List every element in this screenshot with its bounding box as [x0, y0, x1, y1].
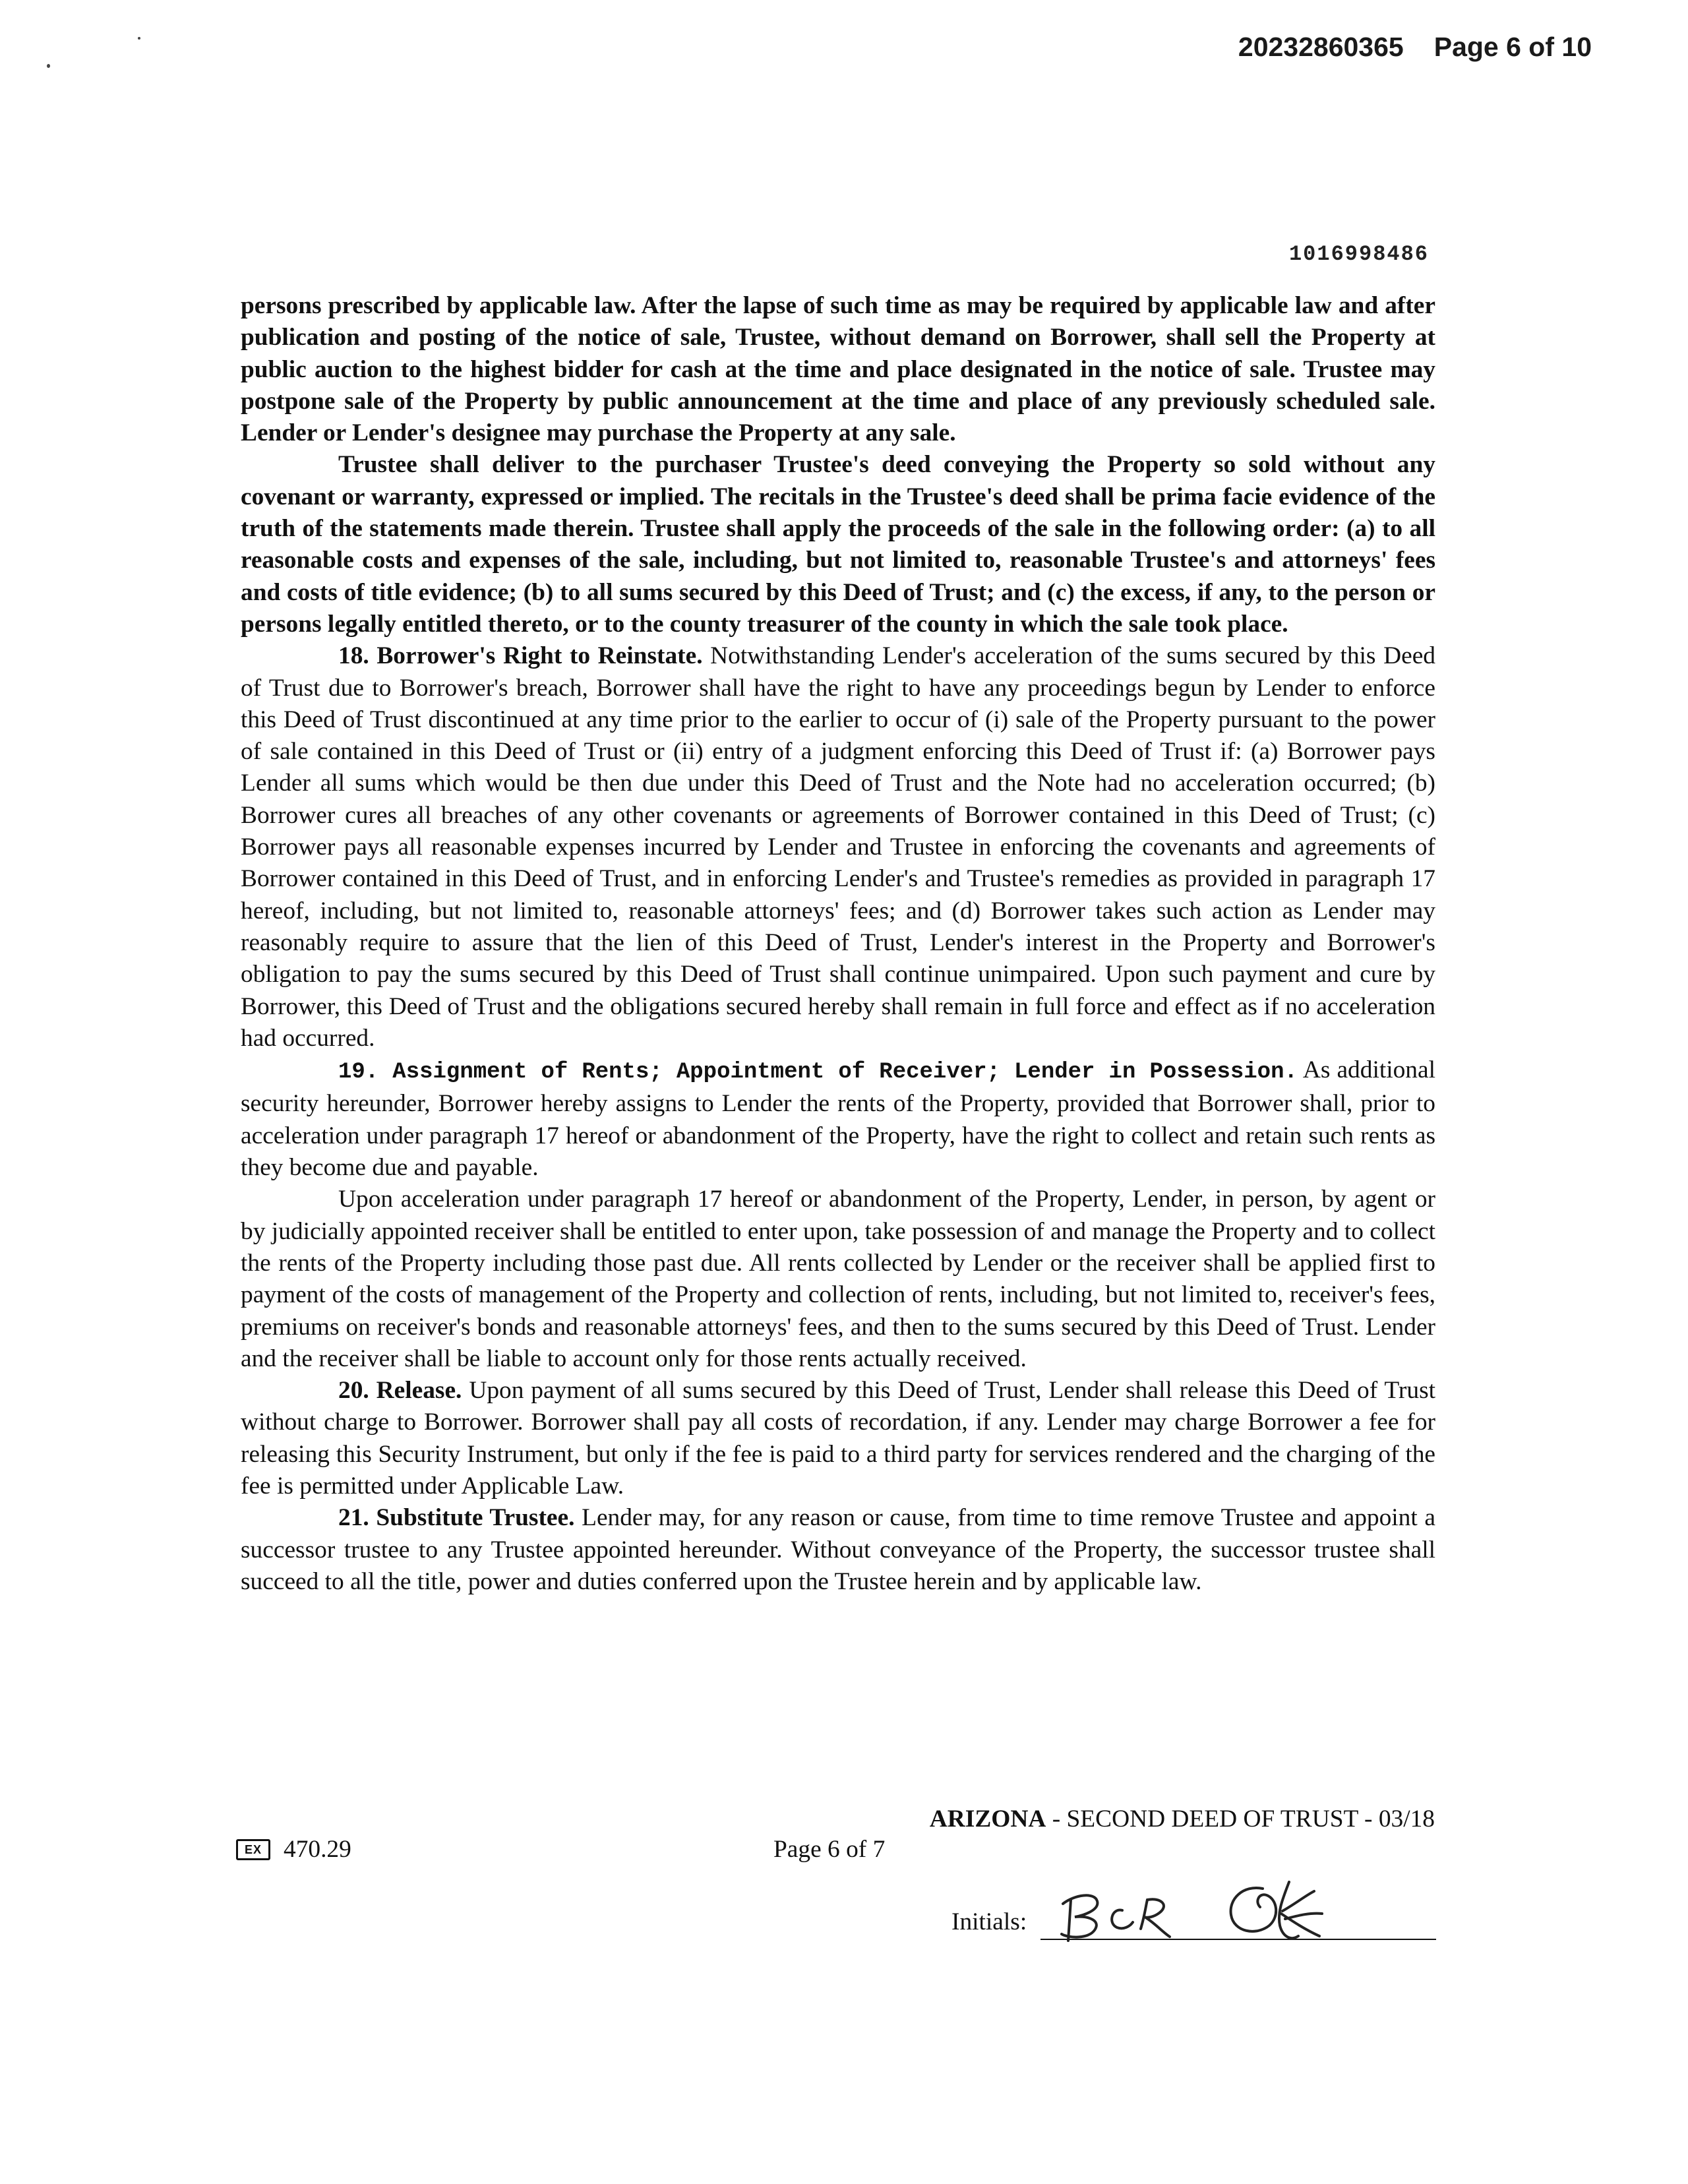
form-state: ARIZONA — [929, 1805, 1046, 1833]
recording-header — [1238, 32, 1592, 63]
section-18-heading: 18. Borrower's Right to Reinstate. — [338, 642, 703, 670]
document-body — [241, 290, 1435, 1598]
section-19-paragraph-2: Upon acceleration under paragraph 17 hereof or abandonment of the Property, Lender, in person, by agent or by judicially appointed receiver shall be entitled to enter upon, take possession of and manage the Property and to collect the rents of the Property including those past due. All rents collected by Lender or the receiver shall be applied first to payment of the costs of management of the Property and collection of rents, including, but not limited to, receiver's fees, premiums on receiver's bonds and reasonable attorneys' fees, and then to the sums secured by this Deed of Trust. Lender and the receiver shall be liable to account only for those rents actually received. — [241, 1186, 1435, 1372]
scan-speck — [47, 64, 50, 68]
recording-number: 20232860365 — [1238, 32, 1404, 62]
form-title — [930, 1805, 1435, 1833]
section-21-text: Lender may, for any reason or cause, from time to time remove Trustee and appoint a successor trustee to any Trustee appointed hereunder. Without conveyance of the Property, the successor trustee shall succeed to all the title, power and duties conferred upon the Trustee herein and by applicable law. — [241, 1504, 1435, 1595]
section-19-heading: 19. Assignment of Rents; Appointment of Receiver; Lender in Possession. — [338, 1060, 1298, 1085]
section-20-heading: 20. Release. — [338, 1377, 462, 1405]
loan-number: 1016998486 — [1288, 242, 1429, 266]
ex-form-icon: EX — [236, 1839, 270, 1860]
initials-label: Initials: — [951, 1908, 1027, 1935]
section-19-text: As additional security hereunder, Borrower hereby assigns to Lender the rents of the Property, provided that Borrower shall, prior to acceleration under paragraph 17 hereof or abandonment of the Property, have the right to collect and retain such rents as they become due and payable. — [241, 1056, 1435, 1182]
paragraph-trustee-deed: Trustee shall deliver to the purchaser Trustee's deed conveying the Property so sold without any covenant or warranty, expressed or implied. The recitals in the Trustee's deed shall be prima facie evidence of the truth of the statements made therein. Trustee shall apply the proceeds of the sale in the following order: (a) to all reasonable costs and expenses of the sale, including, but not limited to, reasonable Trustee's and attorneys' fees and costs of title evidence; (b) to all sums secured by this Deed of Trust; and (c) the excess, if any, to the person or persons legally entitled thereto, or to the county treasurer of the county in which the sale took place. — [241, 451, 1435, 638]
scan-speck — [138, 37, 140, 40]
section-20 — [241, 1375, 1435, 1502]
form-code — [236, 1835, 351, 1864]
initials-signature-1 — [1048, 1883, 1180, 1949]
section-21 — [241, 1502, 1435, 1598]
page-count: Page 6 of 7 — [773, 1836, 886, 1863]
section-21-heading: 21. Substitute Trustee. — [338, 1504, 575, 1532]
recording-page-label: Page 6 of 10 — [1433, 32, 1592, 62]
form-title-text: - SECOND DEED OF TRUST - 03/18 — [1046, 1805, 1435, 1833]
form-code-number: 470.29 — [284, 1836, 351, 1863]
section-20-text: Upon payment of all sums secured by this Deed of Trust, Lender shall release this Deed of Trust without charge to Borrower. Borrower shall pay all costs of recordation, if any. Lender may charge Borrower a fee for releasing this Security Instrument, but only if the fee is paid to a third party for services rendered and the charging of the fee is permitted under Applicable Law. — [241, 1377, 1436, 1500]
section-19 — [241, 1054, 1435, 1184]
section-18 — [241, 640, 1435, 1054]
section-18-text: Notwithstanding Lender's acceleration of the sums secured by this Deed of Trust due to Borrower's breach, Borrower shall have the right to have any proceedings begun by Lender to enforce this Deed of Trust discontinued at any time prior to the earlier to occur of (i) sale of the Property pursuant to the power of sale contained in this Deed of Trust or (ii) entry of a judgment enforcing this Deed of Trust if: (a) Borrower pays Lender all sums which would be then due under this Deed of Trust and the Note had no acceleration occurred; (b) Borrower cures all breaches of any other covenants or agreements of Borrower contained in this Deed of Trust; (c) Borrower pays all reasonable expenses incurred by Lender and Trustee in enforcing the covenants and agreements of Borrower contained in this Deed of Trust, and in enforcing Lender's and Trustee's remedies as provided in paragraph 17 hereof, including, but not limited to, reasonable attorneys' fees; and (d) Borrower takes such action as Lender may reasonably require to assure that the lien of this Deed of Trust, Lender's interest in the Property and Borrower's obligation to pay the sums secured by this Deed of Trust shall continue unimpaired. Upon such payment and cure by Borrower, this Deed of Trust and the obligations secured hereby shall remain in full force and effect as if no acceleration had occurred. — [241, 642, 1435, 1052]
paragraph-sale-notice: persons prescribed by applicable law. After the lapse of such time as may be required by applicable law and after publication and posting of the notice of sale, Trustee, without demand on Borrower, shall sell the Property at public auction to the highest bidder for cash at the time and place designated in the notice of sale. Trustee may postpone sale of the Property by public announcement at the time and place of any previously scheduled sale. Lender or Lender's designee may purchase the Property at any sale. — [241, 292, 1435, 447]
initials-signature-2 — [1217, 1873, 1335, 1952]
